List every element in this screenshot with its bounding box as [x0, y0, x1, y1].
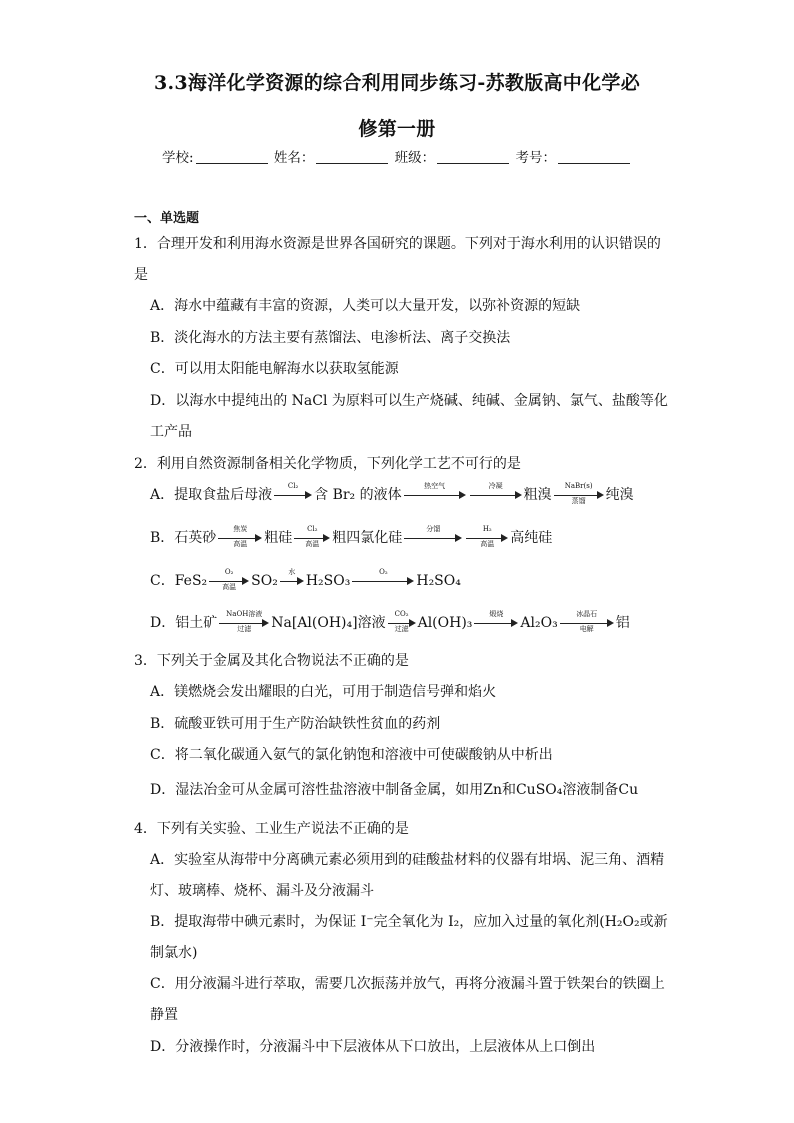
reaction-arrow: 水 — [280, 571, 304, 591]
q4-option-c-line-1[interactable]: C．用分液漏斗进行萃取，需要几次振荡并放气，再将分液漏斗置于铁架台的铁圈上 — [150, 976, 665, 992]
exam-no-label: 考号： — [515, 150, 556, 166]
q4-stem: 4．下列有关实验、工业生产说法不正确的是 — [134, 821, 409, 837]
reaction-arrow: O₂ — [352, 571, 414, 591]
q2d-product-1: Na[Al(OH)₄]溶液 — [271, 615, 386, 631]
q4-option-a-line-1[interactable]: A．实验室从海带中分离碘元素必须用到的硅酸盐材料的仪器有坩埚、泥三角、酒精 — [150, 852, 665, 868]
q2b-reactant: B．石英砂 — [150, 530, 217, 546]
q2d-product-4: 铝 — [615, 615, 630, 631]
reaction-arrow: O₂ 高温 — [209, 571, 249, 591]
q2-option-c[interactable] — [150, 570, 461, 591]
reaction-arrow: Cl₂ 高温 — [294, 528, 330, 548]
q4-option-d[interactable]: D．分液操作时，分液漏斗中下层液体从下口放出，上层液体从上口倒出 — [150, 1039, 596, 1055]
q1-option-a[interactable]: A．海水中蕴藏有丰富的资源，人类可以大量开发，以弥补资源的短缺 — [150, 298, 581, 314]
name-label: 姓名： — [273, 150, 315, 166]
q3-stem: 3．下列关于金属及其化合物说法不正确的是 — [134, 653, 409, 669]
page-title-line-1: 3.3海洋化学资源的综合利用同步练习-苏教版高中化学必 — [153, 72, 641, 94]
q2a-product-1: 含 Br₂ 的液体 — [314, 487, 402, 503]
q2-option-d[interactable] — [150, 612, 630, 633]
reaction-arrow: Cl₂ — [274, 485, 312, 505]
q2d-product-3: Al₂O₃ — [520, 615, 558, 631]
q4-option-b-line-1[interactable]: B．提取海带中碘元素时，为保证 I⁻完全氧化为 I₂，应加入过量的氧化剂(H₂O₂或新 — [150, 914, 668, 930]
reaction-arrow: 冷凝 — [470, 485, 522, 505]
q4-option-c-line-2: 静置 — [150, 1007, 178, 1023]
q3-option-c[interactable]: C．将二氧化碳通入氨气的氯化钠饱和溶液中可使碳酸钠从中析出 — [150, 747, 553, 763]
q2c-reactant: C．FeS₂ — [150, 573, 208, 589]
reaction-arrow: NaOH溶液 过滤 — [219, 613, 269, 633]
reaction-arrow: 冰晶石 电解 — [560, 613, 614, 633]
class-label: 班级： — [394, 150, 436, 166]
q3-option-b[interactable]: B．硫酸亚铁可用于生产防治缺铁性贫血的药剂 — [150, 716, 441, 732]
name-blank[interactable] — [316, 149, 388, 164]
reaction-arrow: 分馏 — [404, 528, 462, 548]
school-blank[interactable] — [196, 149, 268, 164]
q2a-product-2: 粗溴 — [523, 487, 552, 503]
q2b-product-1: 粗硅 — [264, 530, 293, 546]
reaction-arrow: NaBr(s) 蒸馏 — [554, 485, 604, 505]
q2c-product-2: H₂SO₃ — [305, 573, 351, 589]
page-title-line-2: 修第一册 — [358, 118, 436, 140]
q2b-product-3: 高纯硅 — [510, 530, 553, 546]
q2-option-a[interactable] — [150, 484, 634, 505]
q2c-product-3: H₂SO₄ — [416, 573, 461, 589]
reaction-arrow: 煅烧 — [474, 613, 518, 633]
q2b-product-2: 粗四氯化硅 — [332, 530, 403, 546]
reaction-arrow: 焦炭 高温 — [218, 528, 262, 548]
q2-option-b[interactable] — [150, 527, 552, 548]
q1-option-d-line-1[interactable]: D．以海水中提纯出的 NaCl 为原料可以生产烧碱、纯碱、金属钠、氯气、盐酸等化 — [150, 393, 668, 409]
q2d-reactant: D．铝土矿 — [150, 615, 218, 631]
q2d-product-2: Al(OH)₃ — [417, 615, 473, 631]
class-blank[interactable] — [437, 149, 509, 164]
q2a-product-3: 纯溴 — [605, 487, 634, 503]
q2a-reactant: A．提取食盐后母液 — [150, 487, 273, 503]
reaction-arrow: 热空气 — [404, 485, 466, 505]
school-label: 学校: — [162, 150, 194, 166]
q2c-product-1: SO₂ — [251, 573, 278, 589]
q2-stem: 2．利用自然资源制备相关化学物质，下列化学工艺不可行的是 — [134, 456, 521, 472]
reaction-arrow: H₂ 高温 — [466, 528, 508, 548]
q4-option-b-line-2: 制氯水) — [150, 945, 198, 961]
q3-option-d[interactable]: D．湿法冶金可从金属可溶性盐溶液中制备金属，如用Zn和CuSO₄溶液制备Cu — [150, 782, 639, 798]
section-heading: 一、单选题 — [134, 211, 200, 226]
q1-option-d-line-2: 工产品 — [150, 424, 192, 440]
q1-stem-line-2: 是 — [134, 267, 148, 283]
q1-stem-line-1: 1．合理开发和利用海水资源是世界各国研究的课题。下列对于海水利用的认识错误的 — [134, 236, 661, 252]
exam-no-blank[interactable] — [558, 149, 630, 164]
reaction-arrow: CO₂ 过滤 — [388, 613, 416, 633]
q4-option-a-line-2: 灯、玻璃棒、烧杯、漏斗及分液漏斗 — [150, 883, 374, 899]
q3-option-a[interactable]: A．镁燃烧会发出耀眼的白光，可用于制造信号弹和焰火 — [150, 684, 497, 700]
q1-option-b[interactable]: B．淡化海水的方法主要有蒸馏法、电渗析法、离子交换法 — [150, 330, 511, 346]
student-info-row — [0, 146, 794, 166]
q1-option-c[interactable]: C．可以用太阳能电解海水以获取氢能源 — [150, 361, 399, 377]
